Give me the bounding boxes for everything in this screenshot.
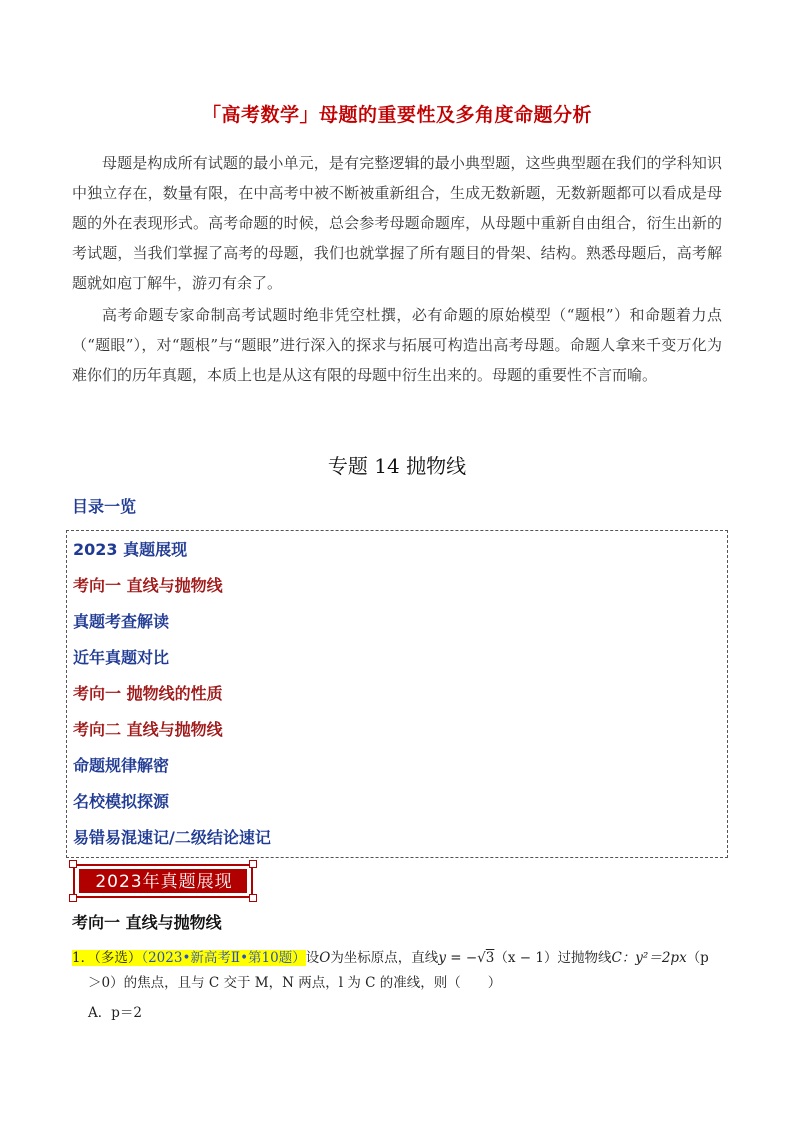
section-heading: 考向一 直线与抛物线 bbox=[72, 913, 222, 932]
intro-paragraph-2: 高考命题专家命制高考试题时绝非凭空杜撰，必有命题的原始模型（“题根”）和命题着力点（“题眼”），对“题根”与“题眼”进行深入的探求与拓展可构造出高考母题。命题人拿来千变万化为难你们的历年真题，本质上也是从这有限的母题中衍生出来的。母题的重要性不言而喻。 bbox=[72, 306, 722, 384]
toc-item-comparison[interactable]: 近年真题对比 bbox=[73, 648, 170, 667]
question-1: 1．（多选）（2023•新高考Ⅱ•第10题）设O为坐标原点，直线y = −√3（x − 1）过抛物线C：y²＝2px（p bbox=[72, 950, 709, 966]
question-1-line-2: ＞0）的焦点，且与 C 交于 M，N 两点，l 为 C 的准线，则（ ） bbox=[88, 975, 502, 991]
banner-text: 2023年真题展现 bbox=[95, 872, 233, 892]
question-source: （2023•新高考Ⅱ•第10题） bbox=[141, 950, 306, 966]
subject-title: 专题 14 抛物线 bbox=[327, 454, 467, 478]
option-a: A．p＝2 bbox=[88, 1005, 142, 1021]
toc-item-patterns[interactable]: 命题规律解密 bbox=[73, 756, 170, 775]
document-title: 「高考数学」母题的重要性及多角度命题分析 bbox=[201, 104, 592, 126]
toc-heading: 目录一览 bbox=[72, 497, 137, 516]
toc-item-properties[interactable]: 考向一 抛物线的性质 bbox=[73, 684, 223, 703]
intro-paragraph-1: 母题是构成所有试题的最小单元，是有完整逻辑的最小典型题，这些典型题在我们的学科知识中独立存在，数量有限，在中高考中被不断被重新组合，生成无数新题，无数新题都可以看成是母题的外在表现形式。高考命题的时候，总会参考母题命题库，从母题中重新自由组合，衍生出新的考试题，当我们掌握了高考的母题，我们也就掌握了所有题目的骨架、结构。熟悉母题后，高考解题就如庖丁解牛，游刃有余了。 bbox=[72, 154, 722, 292]
toc-item-memory[interactable]: 易错易混速记/二级结论速记 bbox=[73, 828, 271, 847]
toc-item-analysis[interactable]: 真题考查解读 bbox=[73, 612, 170, 631]
toc-item-2023[interactable]: 2023 真题展现 bbox=[73, 540, 188, 559]
toc-item-simulation[interactable]: 名校模拟探源 bbox=[73, 792, 170, 811]
table-of-contents bbox=[66, 530, 728, 858]
toc-item-direction-2[interactable]: 考向二 直线与抛物线 bbox=[73, 720, 223, 739]
section-banner bbox=[73, 864, 253, 898]
toc-item-direction-1[interactable]: 考向一 直线与抛物线 bbox=[73, 576, 223, 595]
question-number: 1．（多选） bbox=[72, 950, 142, 966]
